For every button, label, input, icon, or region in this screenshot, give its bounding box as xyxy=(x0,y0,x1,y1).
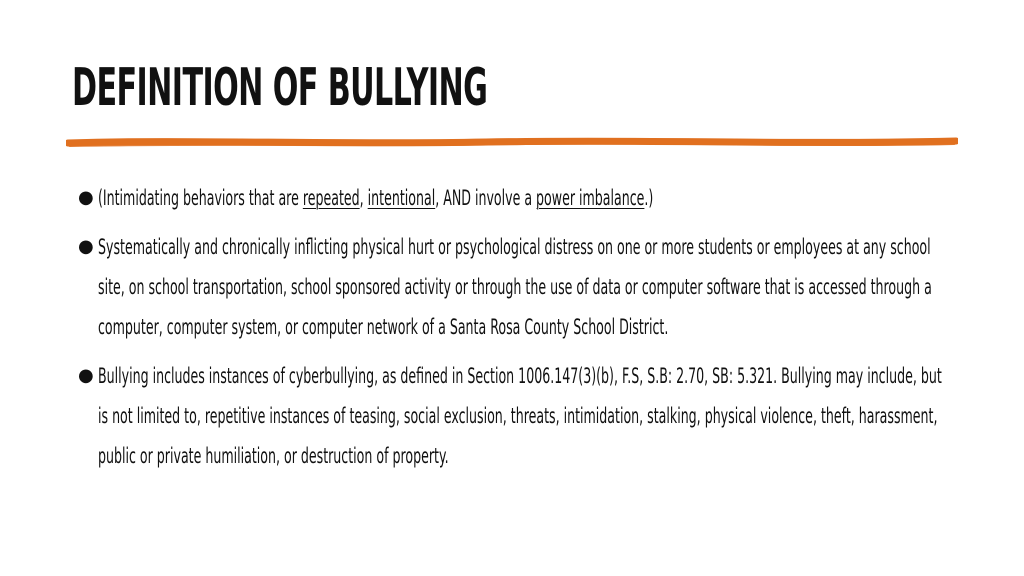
bullet-dot-icon: ● xyxy=(78,365,94,386)
bullet-item-2 xyxy=(76,227,956,347)
bullet-1-prefix: (Intimidating behaviors that are xyxy=(98,186,303,210)
slide-title: DEFINITION OF BULLYING xyxy=(72,58,488,118)
bullet-1-suffix: .) xyxy=(644,186,654,210)
term-intentional: intentional xyxy=(367,186,436,210)
bullet-1-mid: , AND involve a xyxy=(435,186,537,210)
bullet-dot-icon: ● xyxy=(78,187,94,208)
bullet-text-3: Bullying includes instances of cyberbullying, as defined in Section 1006.147(3)(b), F.S, S.B: 2.70, SB: 5.321. Bullying may include, but is not limited to, repetitive instances of teasing, social exclusion, threats, intimidation, stalking, physical violence, theft, harassment, public or private humiliation, or destruction of property. xyxy=(98,364,942,468)
bullet-item-1 xyxy=(76,178,956,218)
bullet-text-1 xyxy=(98,178,950,218)
bullet-item-3 xyxy=(76,356,956,476)
title-underline-stroke-2 xyxy=(70,143,954,145)
bullet-list xyxy=(76,178,956,485)
term-repeated: repeated xyxy=(302,186,360,210)
title-underline xyxy=(66,133,958,151)
bullet-dot-icon: ● xyxy=(78,236,94,257)
bullet-1-sep: , xyxy=(359,186,368,210)
bullet-text-2: Systematically and chronically inflicting physical hurt or psychological distress on one or more students or employees at any school site, on school transportation, school sponsored activity or through the use of data or computer software that is accessed through a computer, computer system, or computer network of a Santa Rosa County School District. xyxy=(98,235,932,339)
term-power-imbalance: power imbalance xyxy=(536,186,645,210)
